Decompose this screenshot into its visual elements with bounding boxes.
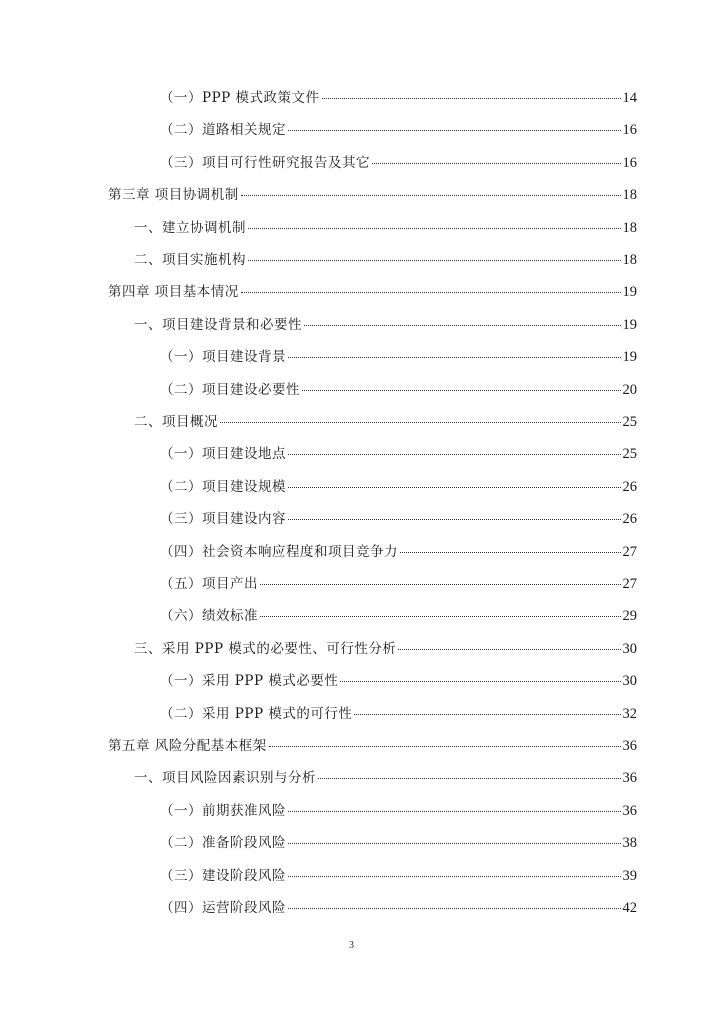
toc-dot-leader — [288, 130, 621, 131]
toc-dot-leader — [372, 163, 621, 164]
toc-entry-title: （一）PPP 模式政策文件 — [160, 90, 320, 106]
toc-dot-leader — [288, 454, 621, 455]
toc-dot-leader — [354, 714, 620, 715]
toc-entry[interactable] — [160, 866, 637, 886]
toc-dot-leader — [318, 778, 621, 779]
toc-entry-page: 25 — [622, 414, 637, 430]
toc-entry[interactable] — [134, 639, 637, 659]
toc-entry[interactable] — [160, 120, 637, 140]
toc-entry-page: 39 — [622, 867, 637, 884]
toc-entry-title: （四）运营阶段风险 — [160, 900, 286, 916]
toc-entry-title: （三）项目可行性研究报告及其它 — [160, 154, 370, 171]
toc-entry-page: 16 — [622, 154, 637, 171]
toc-entry-page: 16 — [622, 122, 637, 139]
toc-entry[interactable] — [134, 768, 637, 788]
toc-entry-title: （三）建设阶段风险 — [160, 867, 286, 884]
toc-entry-page: 27 — [622, 576, 637, 592]
toc-entry[interactable] — [160, 833, 637, 853]
toc-dot-leader — [260, 616, 621, 617]
toc-entry[interactable] — [160, 380, 637, 400]
toc-dot-leader — [288, 876, 621, 877]
toc-dot-leader — [288, 908, 621, 909]
toc-entry-title: （四）社会资本响应程度和项目竞争力 — [160, 543, 398, 560]
toc-entry-page: 32 — [622, 705, 637, 722]
toc-entry[interactable] — [134, 250, 637, 270]
toc-entry[interactable] — [160, 606, 637, 626]
toc-entry[interactable] — [108, 185, 637, 205]
toc-entry-title: （二）道路相关规定 — [160, 122, 286, 139]
toc-entry-title: 一、项目建设背景和必要性 — [134, 316, 302, 333]
toc-entry-page: 36 — [622, 802, 637, 819]
toc-entry-title: （二）准备阶段风险 — [160, 835, 286, 852]
toc-entry[interactable] — [160, 477, 637, 497]
toc-dot-leader — [400, 552, 621, 553]
toc-entry-title: （一）项目建设地点 — [160, 446, 286, 463]
toc-entry-page: 26 — [622, 511, 637, 528]
toc-dot-leader — [288, 519, 621, 520]
toc-entry[interactable] — [160, 509, 637, 529]
toc-entry[interactable] — [160, 88, 637, 108]
toc-entry-page: 30 — [622, 640, 637, 657]
toc-entry[interactable] — [160, 898, 637, 918]
toc-entry[interactable] — [160, 704, 637, 724]
toc-entry[interactable] — [160, 671, 637, 691]
toc-entry-page: 19 — [622, 349, 637, 366]
toc-entry[interactable] — [160, 347, 637, 367]
toc-entry-title: 第四章 项目基本情况 — [108, 284, 239, 301]
toc-dot-leader — [288, 357, 621, 358]
toc-dot-leader — [288, 811, 621, 812]
toc-entry-page: 14 — [622, 90, 637, 106]
toc-dot-leader — [241, 292, 621, 293]
toc-entry-title: （一）采用 PPP 模式必要性 — [160, 673, 339, 690]
toc-entry-page: 19 — [622, 316, 637, 333]
toc-entry[interactable] — [160, 153, 637, 173]
toc-entry[interactable] — [160, 574, 637, 594]
toc-dot-leader — [288, 487, 621, 488]
toc-entry[interactable] — [160, 542, 637, 562]
toc-entry-page: 30 — [622, 673, 637, 690]
page-number: 3 — [349, 940, 354, 951]
toc-entry-title: 一、项目风险因素识别与分析 — [134, 770, 316, 787]
toc-entry[interactable] — [134, 218, 637, 238]
toc-entry[interactable] — [160, 444, 637, 464]
toc-entry[interactable] — [108, 282, 637, 302]
toc-entry-page: 18 — [622, 219, 637, 236]
toc-entry-page: 36 — [622, 770, 637, 787]
toc-entry-page: 18 — [622, 187, 637, 204]
toc-dot-leader — [322, 98, 621, 99]
toc-dot-leader — [340, 681, 620, 682]
toc-entry[interactable] — [108, 736, 637, 756]
toc-entry-title: 第三章 项目协调机制 — [108, 187, 239, 204]
toc-entry-title: （一）项目建设背景 — [160, 349, 286, 366]
toc-entry-page: 42 — [622, 900, 637, 916]
toc-entry-title: 一、建立协调机制 — [134, 219, 246, 236]
toc-entry-page: 29 — [622, 608, 637, 625]
toc-entry-page: 38 — [622, 835, 637, 852]
toc-entry-title: （五）项目产出 — [160, 576, 258, 592]
toc-entry[interactable] — [134, 412, 637, 432]
toc-entry-page: 18 — [622, 252, 637, 268]
toc-entry-page: 25 — [622, 446, 637, 463]
toc-dot-leader — [241, 195, 621, 196]
toc-entry-title: （六）绩效标准 — [160, 608, 258, 625]
toc-entry-page: 36 — [622, 738, 637, 754]
toc-dot-leader — [288, 843, 621, 844]
toc-entry-page: 20 — [622, 381, 637, 398]
toc-entry-title: （二）采用 PPP 模式的可行性 — [160, 705, 353, 722]
toc-entry[interactable] — [134, 315, 637, 335]
toc-entry-title: （三）项目建设内容 — [160, 511, 286, 528]
toc-entry-page: 27 — [622, 543, 637, 560]
toc-entry-title: 二、项目概况 — [134, 414, 218, 430]
toc-entry-title: 二、项目实施机构 — [134, 252, 246, 268]
toc-dot-leader — [248, 260, 621, 261]
toc-dot-leader — [248, 228, 621, 229]
toc-entry-page: 26 — [622, 478, 637, 495]
toc-dot-leader — [260, 584, 621, 585]
toc-entry-title: （二）项目建设规模 — [160, 478, 286, 495]
toc-dot-leader — [269, 746, 621, 747]
toc-entry-title: （二）项目建设必要性 — [160, 381, 300, 398]
toc-dot-leader — [220, 422, 621, 423]
toc-entry-title: 第五章 风险分配基本框架 — [108, 738, 267, 754]
toc-entry-title: 三、采用 PPP 模式的必要性、可行性分析 — [134, 640, 397, 657]
toc-entry[interactable] — [160, 801, 637, 821]
toc-dot-leader — [398, 649, 620, 650]
toc-entry-page: 19 — [622, 284, 637, 301]
toc-dot-leader — [302, 390, 621, 391]
toc-dot-leader — [304, 325, 621, 326]
toc-entry-title: （一）前期获准风险 — [160, 802, 286, 819]
